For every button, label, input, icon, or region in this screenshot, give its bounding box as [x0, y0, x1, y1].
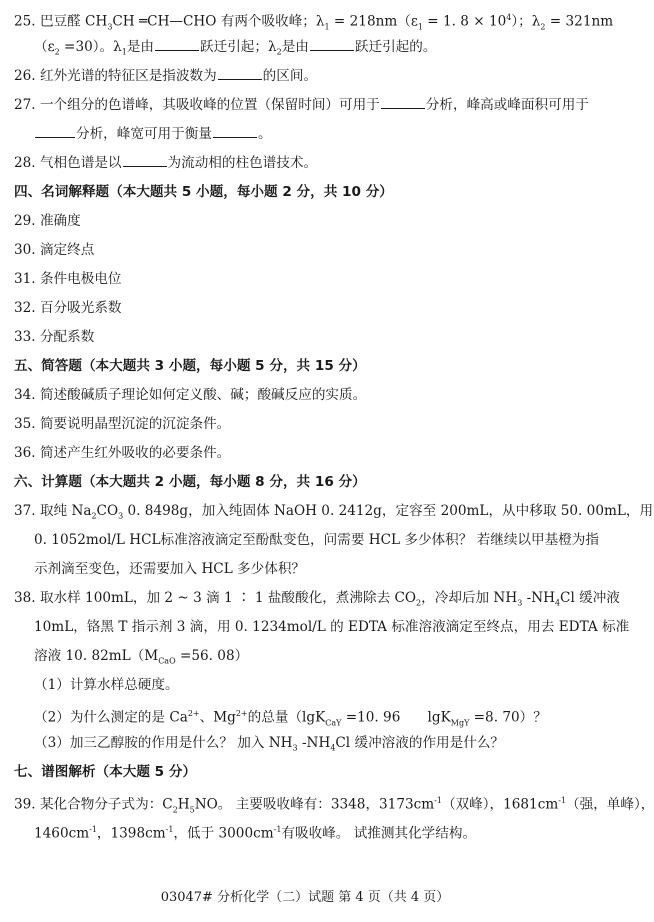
- question-39-line2: $1460cm^{-1}$，$1398cm^{-1}$，低于 $3000cm^{-1}$有吸收峰。 试推测其化学结构。: [34, 825, 477, 842]
- question-37-line2: 0. 1052mol/L HCL标准溶液滴定至酚酞变色，问需要 HCL 多少体积？ 若继续以甲基橙为指: [34, 532, 599, 548]
- question-32: 32. 百分吸光系数: [14, 300, 122, 316]
- question-36: 36. 简述产生红外吸收的必要条件。: [14, 445, 231, 461]
- question-25-cont: $(\varepsilon_2 =30)$。$\lambda_1$是由 跃迁引起；$\lambda_2$是由 跃迁引起的。: [14, 33, 596, 67]
- answer-blank: [213, 123, 257, 138]
- answer-blank: [35, 123, 75, 138]
- section-4-heading: 四、名词解释题（本大题共 5 小题，每小题 2 分，共 10 分）: [14, 184, 393, 200]
- question-29: 29. 准确度: [14, 213, 81, 229]
- question-38-line3: 溶液 10. $82mL(M_{CaO} =56$. 08）: [34, 648, 249, 666]
- question-31: 31. 条件电极电位: [14, 271, 122, 287]
- question-38-part2: （2）为什么测定的是 $Ca^{2+}$、$Mg^{2+}$的总量（lgK$_{CaY}$ =10. 96 lgK$_{MgY}$ =8. 70）？: [34, 709, 547, 728]
- question-25: 25. 巴豆醛 $CH_3CH$ ═CH—CHO 有两个吸收峰；$\lambda_1 = 218nm(\varepsilon_1 = 1$. $8 \times 10^4$）；$\lambda_2 = 321nm$: [14, 13, 614, 32]
- section-5-heading: 五、简答题（本大题共 3 小题，每小题 5 分，共 15 分）: [14, 358, 366, 374]
- answer-blank: [218, 65, 262, 80]
- question-26: 26. 红外光谱的特征区是指波数为 的区间。: [14, 62, 596, 90]
- section-6-heading: 六、计算题（本大题共 2 小题，每小题 8 分，共 16 分）: [14, 474, 366, 490]
- question-37: 37. 取纯 $Na_2CO_3$ 0. 8498g，加入纯固体 NaOH 0. 2412g，定容至 200mL，从中移取 50. 00mL，用: [14, 503, 654, 521]
- answer-blank: [381, 94, 425, 109]
- answer-blank: [155, 36, 199, 51]
- section-7-heading: 七、谱图解析（本大题 5 分）: [14, 764, 197, 780]
- page-footer: 03047# 分析化学（二）试题 第 4 页（共 4 页）: [160, 890, 450, 905]
- question-30: 30. 滴定终点: [14, 242, 95, 258]
- question-38: 38. 取水样 100mL，加 2 ~ 3 滴 1 ∶ 1 盐酸酸化，煮沸除去 $CO_2$，冷却后加 $NH_3$ $-NH_4Cl$ 缓冲液: [14, 590, 620, 608]
- question-38-part3: （3）加三乙醇胺的作用是什么？ 加入 $NH_3$ $-NH_4Cl$ 缓冲溶液的作用是什么？: [34, 735, 505, 753]
- question-33: 33. 分配系数: [14, 329, 95, 345]
- question-28: 28. 气相色谱是以 为流动相的柱色谱技术。: [14, 149, 596, 177]
- question-27: 27. 一个组分的色谱峰，其吸收峰的位置（保留时间）可用于 分析，峰高或峰面积可用于: [14, 91, 596, 119]
- question-38-line2: 10mL，铬黑 T 指示剂 3 滴，用 0. 1234mol/L 的 EDTA 标准溶液滴定至终点，用去 EDTA 标准: [34, 619, 630, 635]
- question-39: 39. 某化合物分子式为：$C_2H_5NO$。 主要吸收峰有：3348，$3173cm^{-1}$（双峰），$1681cm^{-1}$（强，单峰），: [14, 796, 654, 815]
- question-37-line3: 示剂滴至变色，还需要加入 HCL 多少体积？: [34, 561, 306, 577]
- answer-blank: [123, 152, 167, 167]
- question-38-part1: （1）计算水样总硬度。: [34, 677, 179, 693]
- answer-blank: [310, 36, 354, 51]
- question-27-cont: 分析，峰宽可用于衡量 。: [14, 120, 596, 148]
- question-35: 35. 简要说明晶型沉淀的沉淀条件。: [14, 416, 231, 432]
- question-34: 34. 简述酸碱质子理论如何定义酸、碱；酸碱反应的实质。: [14, 387, 367, 403]
